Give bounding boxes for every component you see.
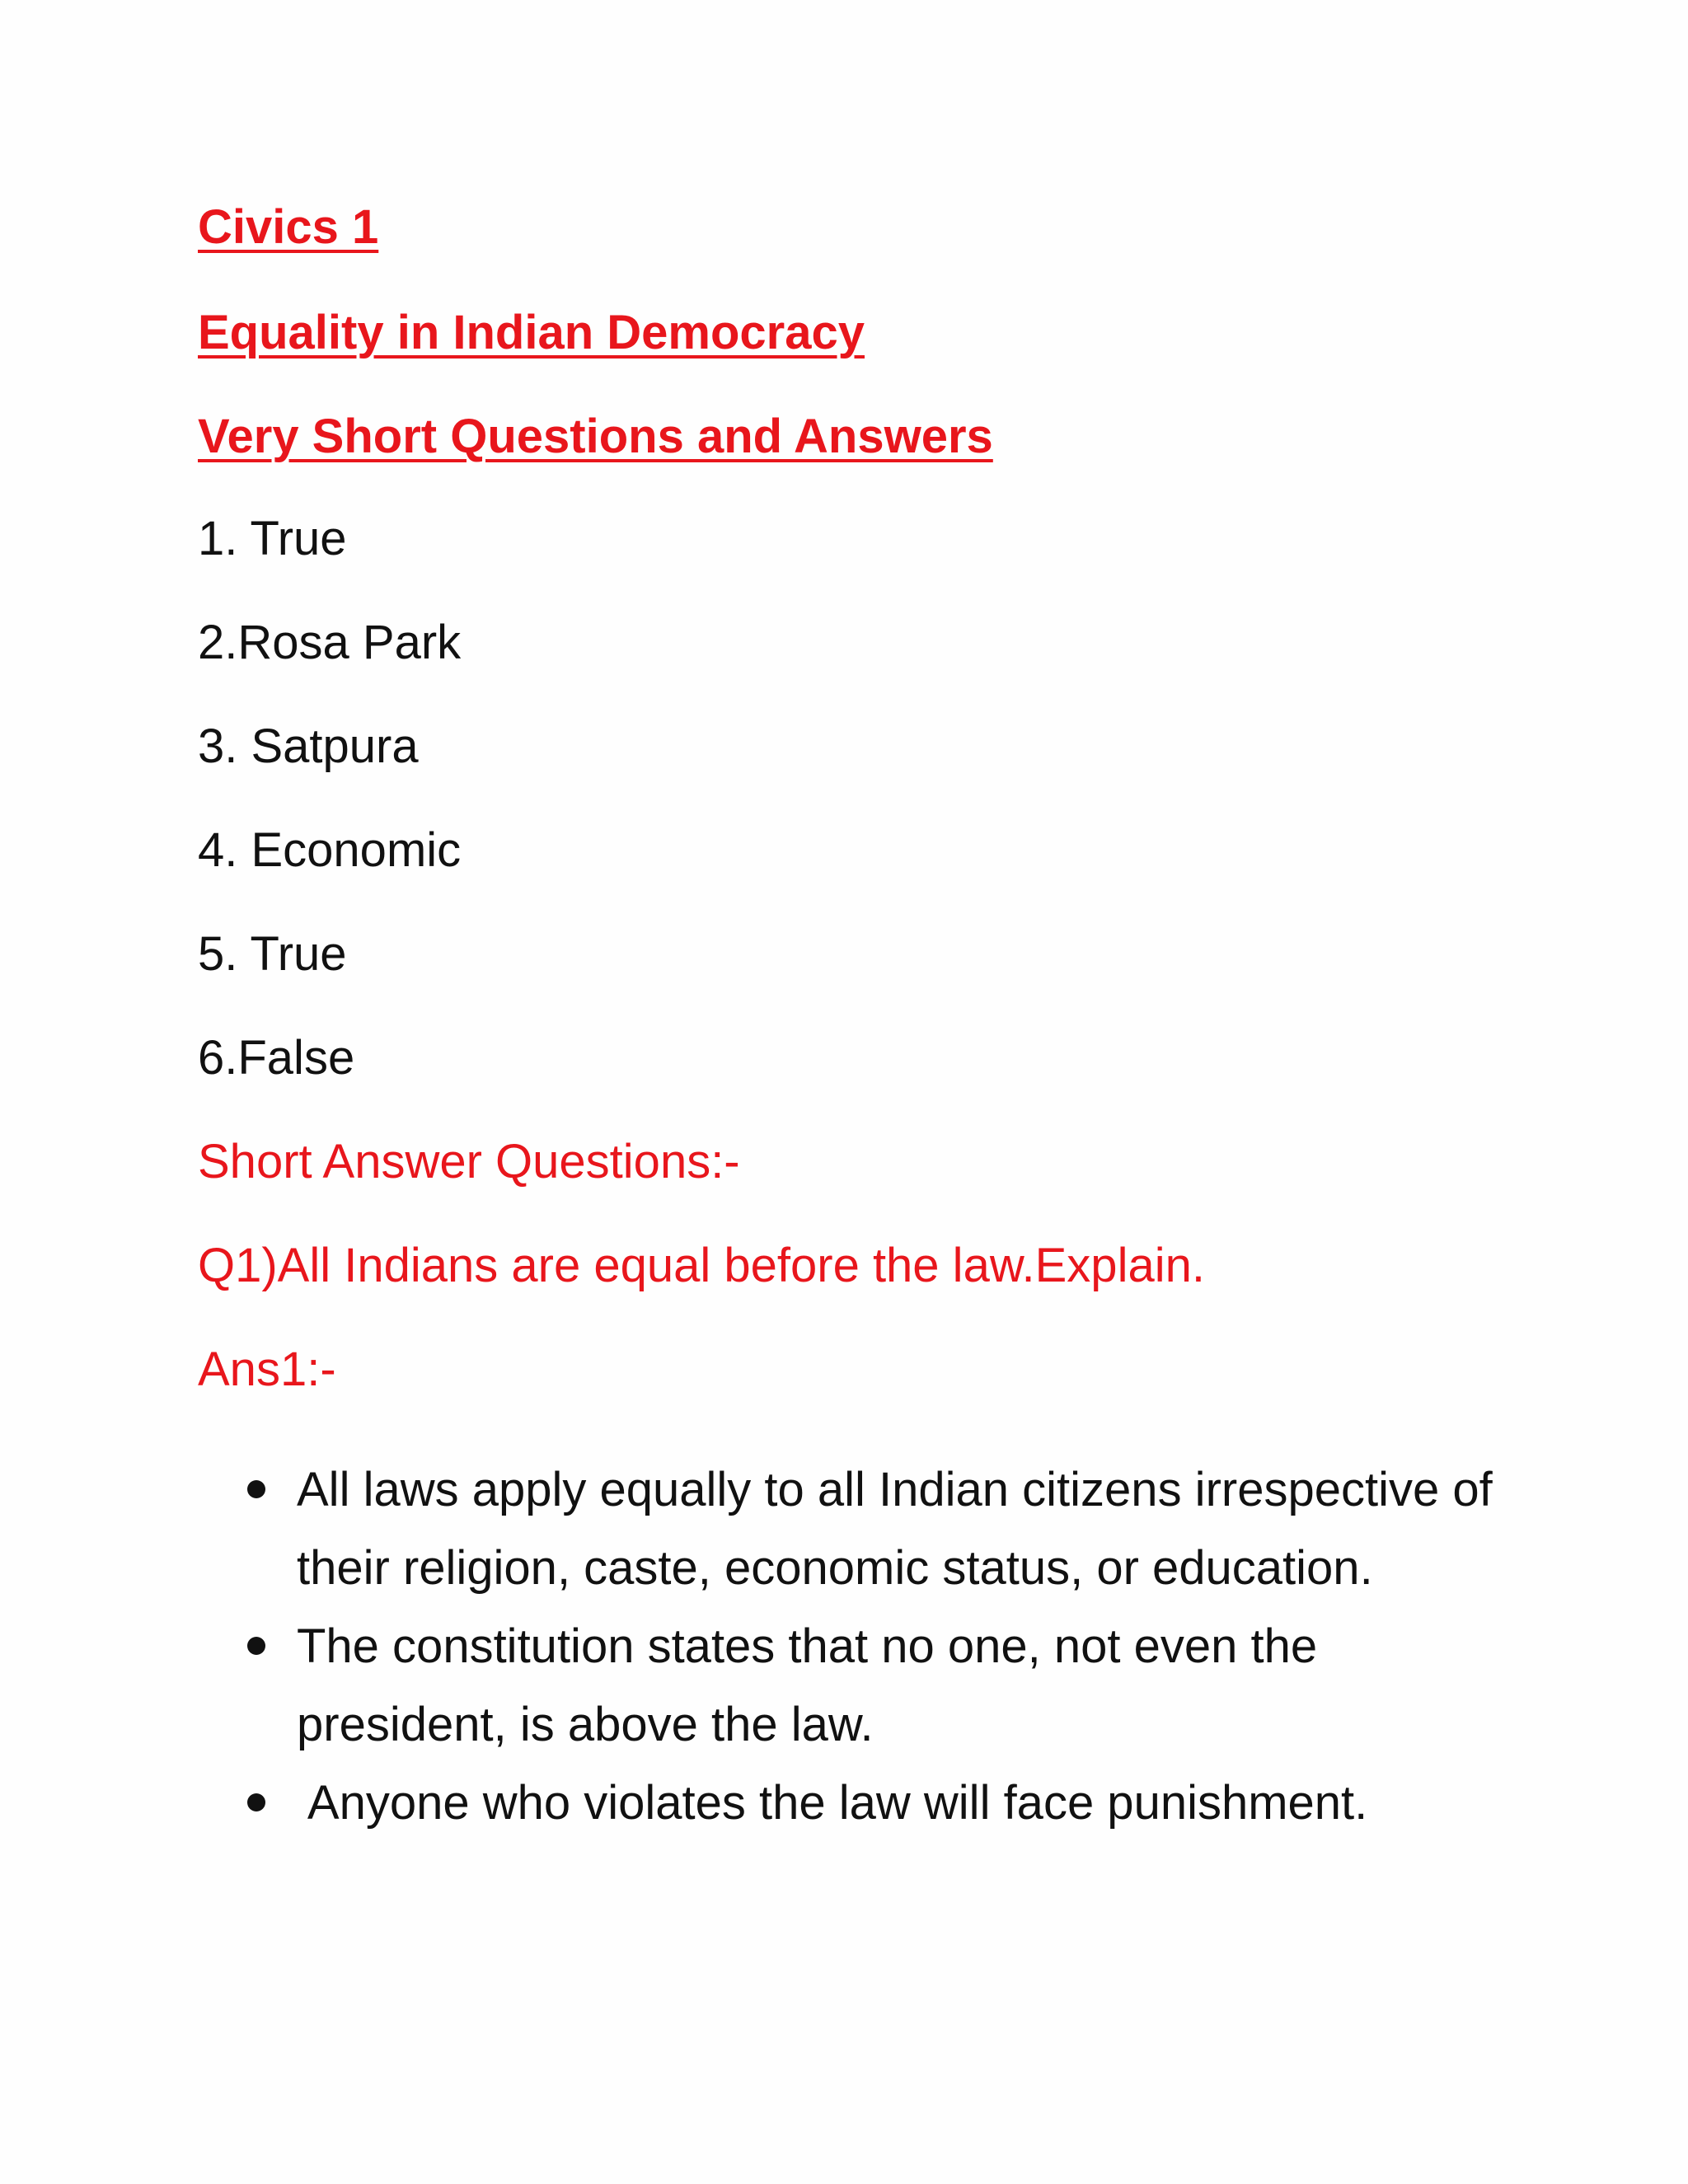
very-short-answer-1: 1. True bbox=[198, 512, 347, 565]
very-short-answer-5: 5. True bbox=[198, 927, 347, 981]
very-short-answer-6: 6.False bbox=[198, 1031, 355, 1085]
very-short-answer-4: 4. Economic bbox=[198, 823, 462, 877]
bullet-dot-icon bbox=[247, 1637, 265, 1655]
answer-1-label: Ans1:- bbox=[198, 1343, 336, 1396]
section-heading-very-short: Very Short Questions and Answers bbox=[198, 410, 993, 463]
document-title: Civics 1 bbox=[198, 200, 379, 254]
chapter-title: Equality in Indian Democracy bbox=[198, 306, 865, 359]
question-1: Q1)All Indians are equal before the law.Explain. bbox=[198, 1239, 1205, 1292]
answer-1-points bbox=[247, 1451, 1533, 1842]
answer-point bbox=[247, 1451, 1533, 1607]
section-heading-short: Short Answer Questions:- bbox=[198, 1135, 740, 1188]
bullet-dot-icon bbox=[247, 1793, 265, 1811]
answer-point bbox=[247, 1764, 1533, 1842]
answer-point bbox=[247, 1607, 1533, 1764]
answer-point-text: All laws apply equally to all Indian citizens irrespective of their religion, caste, economic status, or education. bbox=[297, 1463, 1493, 1595]
bullet-dot-icon bbox=[247, 1480, 265, 1498]
very-short-answer-3: 3. Satpura bbox=[198, 719, 419, 773]
answer-point-text: The constitution states that no one, not even the president, is above the law. bbox=[297, 1619, 1318, 1751]
answer-point-text: Anyone who violates the law will face punishment. bbox=[297, 1776, 1368, 1830]
very-short-answer-2: 2.Rosa Park bbox=[198, 616, 462, 669]
